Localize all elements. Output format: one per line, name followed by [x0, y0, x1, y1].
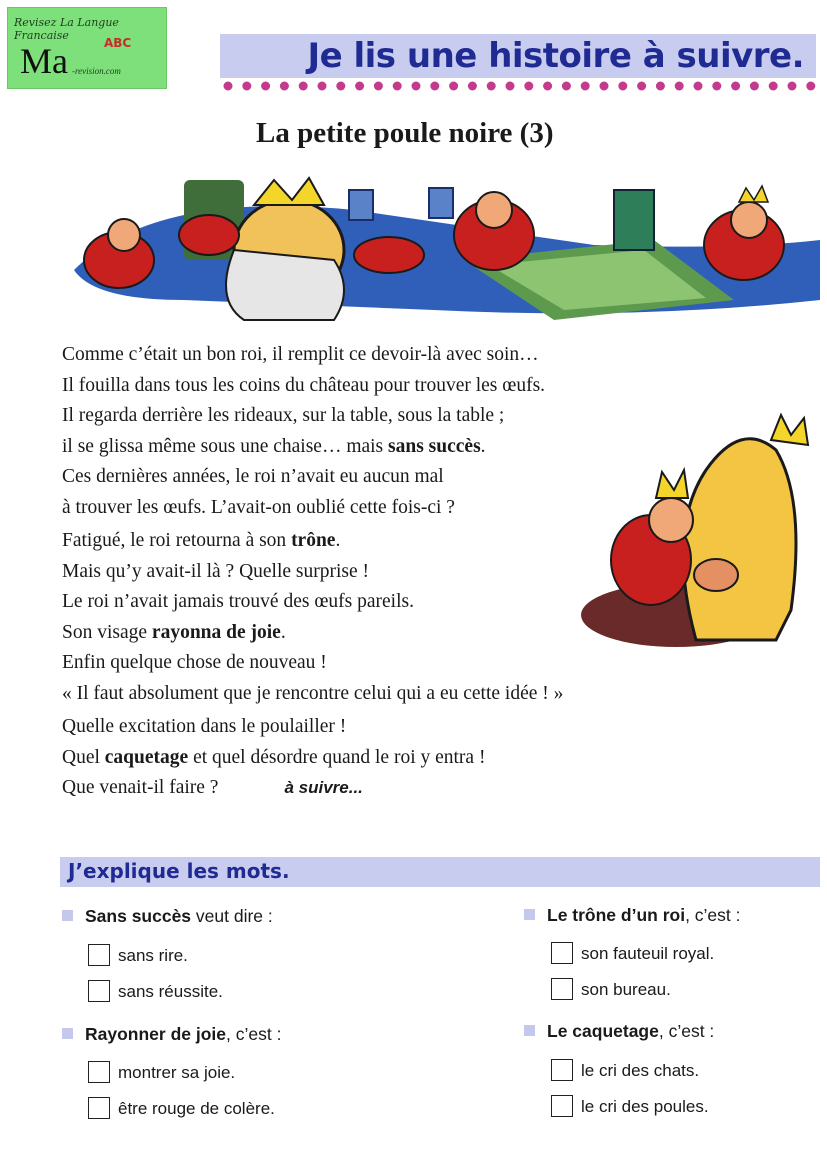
divider-dot: [506, 82, 515, 91]
option-label: le cri des chats.: [581, 1061, 700, 1080]
divider-dot: [600, 82, 609, 91]
story-text-segment: « Il faut absolument que je rencontre celui qui a eu cette idée ! »: [62, 682, 564, 704]
checkbox[interactable]: [88, 980, 110, 1002]
question-term: Le trône d’un roi: [547, 905, 686, 925]
site-logo: [7, 7, 167, 89]
question-sans-succes: [62, 906, 273, 927]
divider-dot: [618, 82, 627, 91]
to-be-continued-label: à suivre...: [284, 778, 363, 797]
divider-dot: [656, 82, 665, 91]
divider-dot: [637, 82, 646, 91]
option-label: sans réussite.: [118, 982, 223, 1001]
story-text-segment: Il fouilla dans tous les coins du château pour trouver les œufs.: [62, 374, 546, 396]
divider-dot: [562, 82, 571, 91]
question-prompt: , c’est :: [685, 905, 741, 925]
option-label: sans rire.: [118, 946, 188, 965]
divider-dot: [750, 82, 759, 91]
story-text-segment: .: [280, 621, 286, 643]
divider-dot: [336, 82, 345, 91]
question-caquetage: [524, 1021, 714, 1042]
divider-dot: [581, 82, 590, 91]
divider-dot: [355, 82, 364, 91]
divider-dot: [393, 82, 402, 91]
checkbox[interactable]: [551, 1095, 573, 1117]
divider-dot: [468, 82, 477, 91]
divider-dot: [430, 82, 439, 91]
divider-dot: [318, 82, 327, 91]
divider-dot: [694, 82, 703, 91]
divider-dot: [299, 82, 308, 91]
page-title-banner: [220, 34, 816, 78]
option-sans-reussite[interactable]: [88, 980, 223, 1002]
story-text-segment: Comme c’était un bon roi, il remplit ce devoir-là avec soin…: [62, 344, 539, 365]
divider-dot: [449, 82, 458, 91]
checkbox[interactable]: [88, 1097, 110, 1119]
divider-dot: [524, 82, 533, 91]
divider-dot: [487, 82, 496, 91]
question-rayonner: [62, 1024, 281, 1045]
question-prompt: , c’est :: [226, 1024, 282, 1044]
option-label: montrer sa joie.: [118, 1063, 236, 1082]
question-term: Le caquetage: [547, 1021, 659, 1041]
option-label: son fauteuil royal.: [581, 944, 715, 963]
divider-dot: [412, 82, 421, 91]
logo-abc: ABC: [104, 36, 132, 50]
option-montrer-joie[interactable]: [88, 1061, 235, 1083]
question-prompt: veut dire :: [191, 906, 273, 926]
divider-dot: [224, 82, 233, 91]
checkbox[interactable]: [88, 944, 110, 966]
divider-dot: [261, 82, 270, 91]
vocab-section-header: [60, 857, 820, 887]
story-keyword: sans succès: [388, 435, 481, 457]
story-text-segment: Enfin quelque chose de nouveau !: [62, 652, 327, 673]
story-keyword: trône: [291, 530, 336, 551]
checkbox[interactable]: [88, 1061, 110, 1083]
story-text-segment: Il regarda derrière les rideaux, sur la table, sous la table ;: [62, 405, 505, 426]
option-bureau[interactable]: [551, 978, 671, 1000]
story-text-segment: Le roi n’avait jamais trouvé des œufs pareils.: [62, 591, 414, 612]
option-fauteuil-royal[interactable]: [551, 942, 714, 964]
story-text-segment: et quel désordre quand le roi y entra !: [188, 746, 486, 768]
option-label: être rouge de colère.: [118, 1099, 275, 1118]
story-line: [62, 712, 742, 743]
story-text-segment: Son visage: [62, 621, 152, 643]
story-text-segment: Fatigué, le roi retourna à son: [62, 530, 292, 551]
story-text-segment: Ces dernières années, le roi n’avait eu aucun mal: [62, 466, 444, 487]
logo-domain: -revision.com: [72, 66, 121, 76]
divider-dot: [675, 82, 684, 91]
story-text-segment: Quel: [62, 746, 105, 768]
story-text-segment: .: [480, 435, 486, 457]
logo-tagline: Revisez La Langue Francaise: [14, 16, 119, 42]
story-text-segment: .: [335, 530, 341, 551]
checkbox[interactable]: [551, 1059, 573, 1081]
story-keyword: caquetage: [104, 746, 189, 768]
bullet-square-icon: [62, 1028, 73, 1039]
question-trone: [524, 905, 741, 926]
bullet-square-icon: [524, 909, 535, 920]
king-on-throne-illustration: [576, 410, 826, 670]
story-text-segment: il se glissa même sous une chaise… mais: [62, 435, 389, 457]
story-keyword: rayonna de joie: [151, 621, 281, 643]
checkbox[interactable]: [551, 942, 573, 964]
vocab-title: J’explique les mots.: [68, 859, 290, 883]
story-illustration: [34, 150, 820, 330]
checkbox[interactable]: [551, 978, 573, 1000]
story-line: [62, 371, 742, 402]
page-title: Je lis une histoire à suivre.: [307, 36, 804, 76]
divider-dot: [712, 82, 721, 91]
story-line: [62, 679, 742, 710]
divider-dot: [806, 82, 815, 91]
option-label: le cri des poules.: [581, 1097, 709, 1116]
story-text-segment: à trouver les œufs. L’avait-on oublié cette fois-ci ?: [62, 496, 455, 518]
divider-dot: [280, 82, 289, 91]
divider-dot: [543, 82, 552, 91]
story-title: La petite poule noire (3): [256, 117, 554, 149]
divider-dot: [769, 82, 778, 91]
divider-dot: [374, 82, 383, 91]
question-term: Rayonner de joie: [85, 1024, 227, 1044]
story-line: [62, 340, 742, 371]
option-rouge-colere[interactable]: [88, 1097, 275, 1119]
option-cri-chats[interactable]: [551, 1059, 699, 1081]
divider-dot: [242, 82, 251, 91]
option-label: son bureau.: [581, 980, 671, 999]
bullet-square-icon: [62, 910, 73, 921]
story-text-segment: Quelle excitation dans le poulailler !: [62, 716, 347, 737]
logo-ma: Ma: [20, 41, 68, 81]
question-prompt: , c’est :: [658, 1021, 715, 1041]
story-text-segment: Mais qu’y avait-il là ? Quelle surprise !: [62, 560, 370, 582]
option-cri-poules[interactable]: [551, 1095, 709, 1117]
question-term: Sans succès: [85, 906, 192, 926]
story-line: [62, 773, 742, 804]
divider-dot: [731, 82, 740, 91]
option-sans-rire[interactable]: [88, 944, 188, 966]
dotted-divider: [222, 80, 818, 92]
bullet-square-icon: [524, 1025, 535, 1036]
divider-dot: [788, 82, 797, 91]
story-text-segment: Que venait-il faire ?: [62, 777, 219, 798]
story-line: [62, 743, 742, 774]
